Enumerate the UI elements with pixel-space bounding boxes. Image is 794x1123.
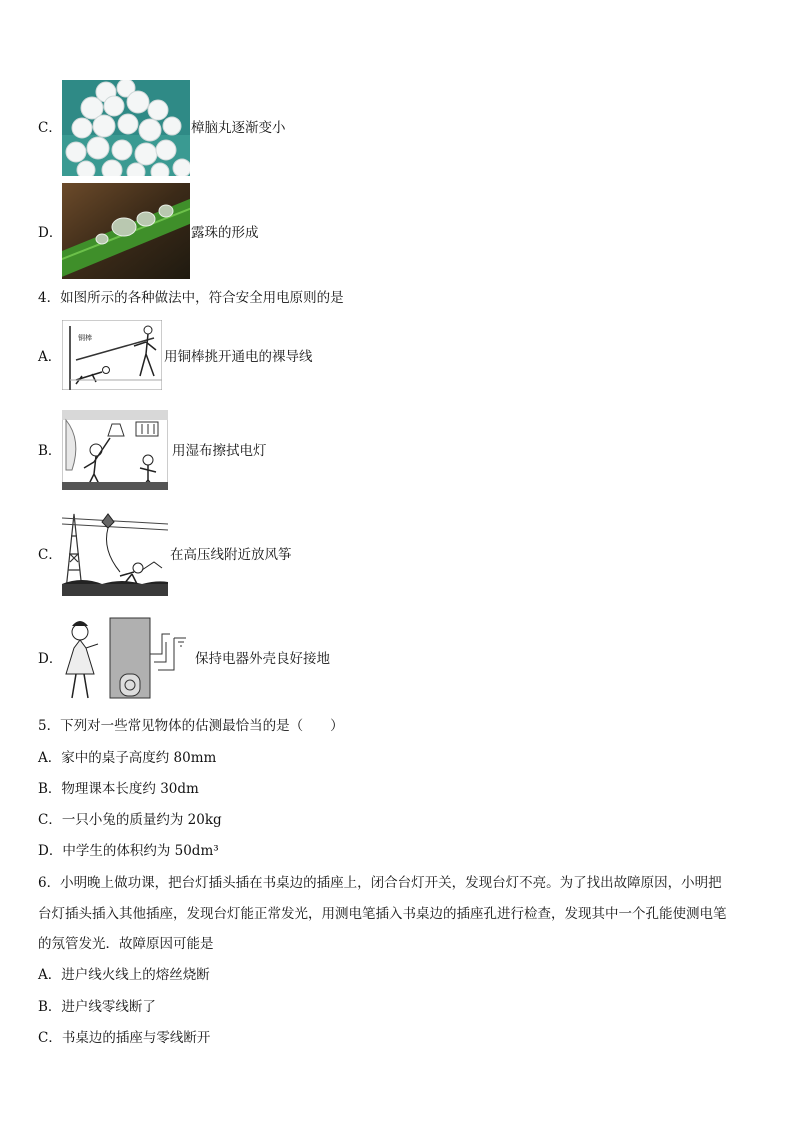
q4-option-b-letter: B．	[38, 443, 62, 459]
q4-option-a-letter: A．	[38, 349, 62, 365]
q4-option-c-letter: C．	[38, 547, 62, 563]
q5-option-a-letter: A．	[38, 750, 62, 766]
q4-option-d-letter: D．	[38, 651, 63, 667]
q5-option-c	[38, 812, 222, 828]
q5-option-b-text: 物理课本长度约 30dm	[61, 781, 199, 797]
kite-near-power-line-illustration-icon	[62, 510, 168, 596]
q5-option-d-letter: D．	[38, 843, 63, 859]
q6-option-c-text: 书桌边的插座与零线断开	[61, 1030, 211, 1046]
q5-option-a	[38, 750, 216, 766]
dew-drops-photo-icon	[62, 183, 190, 279]
q5-option-b-letter: B．	[38, 781, 62, 797]
q6-stem-line-3: 的氖管发光．故障原因可能是	[38, 936, 214, 952]
q6-option-c-letter: C．	[38, 1030, 62, 1046]
q5-option-c-text: 一只小兔的质量约为 20kg	[61, 812, 222, 828]
copper-rod-caption: 铜棒	[78, 334, 92, 342]
q6-stem-line-2: 台灯插头插入其他插座，发现台灯能正常发光，用测电笔插入书桌边的插座孔进行检查，发现其中一个孔能使测电笔	[38, 906, 727, 922]
q5-option-c-letter: C．	[38, 812, 62, 828]
wet-cloth-lamp-illustration-icon	[62, 410, 168, 490]
q4-option-c-text: 在高压线附近放风筝	[170, 547, 292, 563]
q6-option-c	[38, 1030, 210, 1046]
q5-option-d	[38, 843, 219, 859]
q6-option-b-letter: B．	[38, 999, 62, 1015]
grounded-appliance-illustration-icon	[62, 614, 194, 702]
q5-option-a-text: 家中的桌子高度约 80mm	[61, 750, 217, 766]
q5-option-b	[38, 781, 199, 797]
q4-option-a-text: 用铜棒挑开通电的裸导线	[164, 349, 313, 365]
q6-stem-line-1: 6．小明晚上做功课，把台灯插头插在书桌边的插座上，闭合台灯开关，发现台灯不亮。为了找出故障原因，小明把	[38, 875, 722, 891]
q5-option-d-text: 中学生的体积约为 50dm³	[62, 843, 219, 859]
q6-option-b-text: 进户线零线断了	[61, 999, 156, 1015]
q6-option-a-letter: A．	[38, 967, 62, 983]
mothball-photo-icon	[62, 80, 190, 176]
q4-option-b-text: 用湿布擦拭电灯	[172, 443, 267, 459]
copper-rod-illustration-icon	[62, 320, 162, 390]
q3-option-d-letter: D．	[38, 225, 63, 241]
q4-stem: 4．如图所示的各种做法中，符合安全用电原则的是	[38, 290, 344, 306]
q4-option-d-text: 保持电器外壳良好接地	[195, 651, 330, 667]
q6-option-a	[38, 967, 210, 983]
q3-option-c-letter: C．	[38, 120, 62, 136]
q6-option-b	[38, 999, 156, 1015]
q3-option-d-text: 露珠的形成	[191, 225, 259, 241]
q6-option-a-text: 进户线火线上的熔丝烧断	[61, 967, 210, 983]
q5-stem: 5．下列对一些常见物体的估测最恰当的是（ ）	[38, 718, 344, 734]
q3-option-c-text: 樟脑丸逐渐变小	[191, 120, 286, 136]
